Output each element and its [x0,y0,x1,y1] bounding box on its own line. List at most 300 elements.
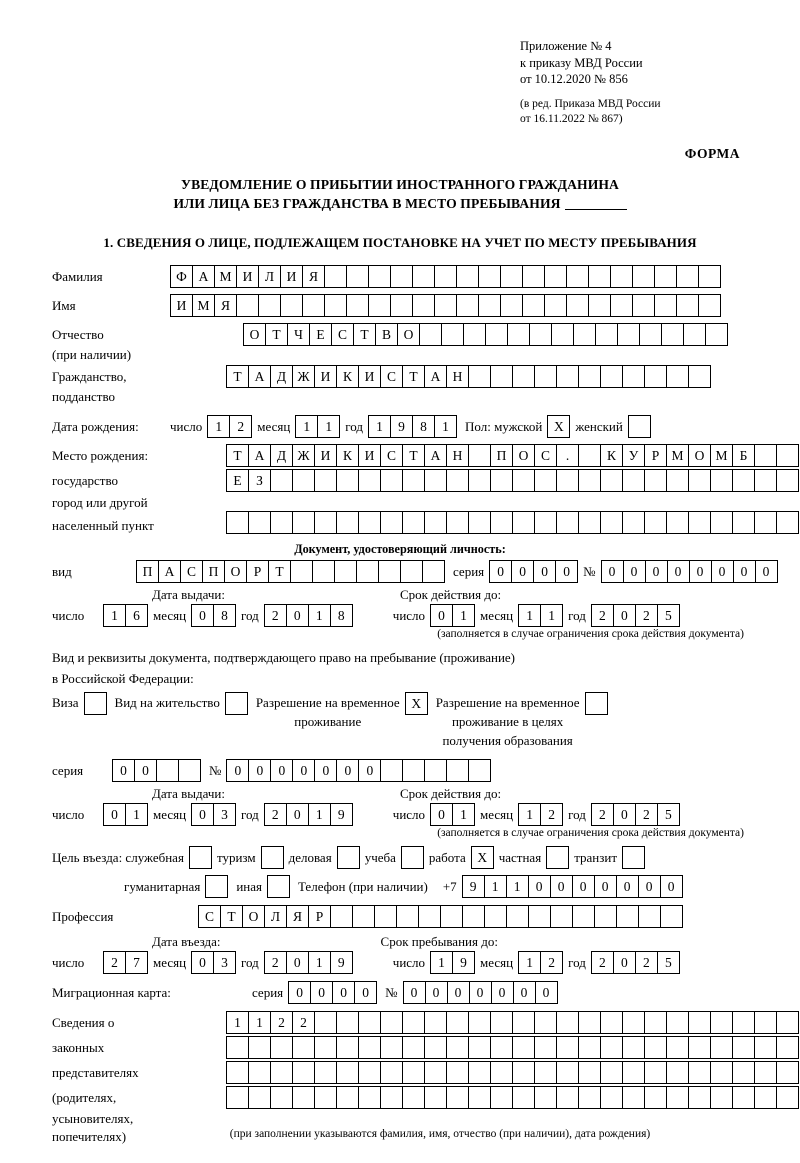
char-cell[interactable]: 0 [638,875,661,898]
char-cell[interactable]: Д [270,444,293,467]
char-cell[interactable]: 0 [469,981,492,1004]
char-cell[interactable]: 1 [207,415,230,438]
char-cell[interactable]: О [224,560,247,583]
char-cell[interactable]: 0 [403,981,426,1004]
char-cell[interactable] [424,1086,447,1109]
char-cell[interactable] [424,1061,447,1084]
migration-series-input[interactable] [288,981,377,1004]
char-cell[interactable] [330,905,353,928]
char-cell[interactable]: П [490,444,513,467]
char-cell[interactable]: 0 [332,981,355,1004]
char-cell[interactable] [556,469,579,492]
char-cell[interactable] [556,1011,579,1034]
char-cell[interactable] [412,265,435,288]
char-cell[interactable]: З [248,469,271,492]
char-cell[interactable] [270,511,293,534]
char-cell[interactable] [374,905,397,928]
char-cell[interactable] [578,1036,601,1059]
char-cell[interactable] [644,1061,667,1084]
char-cell[interactable] [490,365,513,388]
char-cell[interactable] [336,1036,359,1059]
char-cell[interactable]: 8 [412,415,435,438]
surname-input[interactable] [170,265,721,288]
char-cell[interactable] [402,1086,425,1109]
char-cell[interactable]: 2 [270,1011,293,1034]
char-cell[interactable]: И [358,444,381,467]
char-cell[interactable] [456,265,479,288]
char-cell[interactable] [512,1086,535,1109]
char-cell[interactable] [754,1061,777,1084]
char-cell[interactable]: Т [226,365,249,388]
char-cell[interactable] [490,511,513,534]
entry-day-input[interactable] [103,951,148,974]
char-cell[interactable] [401,846,424,869]
char-cell[interactable] [500,265,523,288]
char-cell[interactable] [628,415,651,438]
name-input[interactable] [170,294,721,317]
char-cell[interactable]: Ф [170,265,193,288]
phone-input[interactable] [462,875,683,898]
char-cell[interactable] [225,692,248,715]
char-cell[interactable]: Н [446,444,469,467]
char-cell[interactable] [248,511,271,534]
char-cell[interactable]: 0 [430,803,453,826]
char-cell[interactable] [660,905,683,928]
char-cell[interactable] [446,1036,469,1059]
birthplace-input-2[interactable] [226,469,799,492]
char-cell[interactable]: 0 [623,560,646,583]
char-cell[interactable] [446,511,469,534]
char-cell[interactable] [622,1036,645,1059]
char-cell[interactable]: Р [246,560,269,583]
char-cell[interactable]: 2 [591,604,614,627]
birth-day-input[interactable] [207,415,252,438]
char-cell[interactable]: 0 [616,875,639,898]
char-cell[interactable] [512,511,535,534]
char-cell[interactable] [378,560,401,583]
char-cell[interactable] [632,265,655,288]
char-cell[interactable]: 0 [248,759,271,782]
char-cell[interactable] [544,265,567,288]
char-cell[interactable]: 9 [462,875,485,898]
char-cell[interactable] [622,469,645,492]
char-cell[interactable] [424,469,447,492]
char-cell[interactable]: 0 [191,803,214,826]
permit-number-input[interactable] [226,759,491,782]
char-cell[interactable] [522,294,545,317]
char-cell[interactable] [617,323,640,346]
char-cell[interactable] [346,294,369,317]
char-cell[interactable]: О [243,323,266,346]
char-cell[interactable] [676,294,699,317]
purpose-humanitarian-checkbox[interactable] [205,875,228,898]
char-cell[interactable]: А [424,365,447,388]
char-cell[interactable] [490,1036,513,1059]
char-cell[interactable] [468,1011,491,1034]
edu-residence-checkbox[interactable] [585,692,608,715]
char-cell[interactable]: М [710,444,733,467]
purpose-business-checkbox[interactable] [337,846,360,869]
char-cell[interactable]: Т [265,323,288,346]
birthplace-input-3[interactable] [226,511,799,534]
char-cell[interactable]: Ж [292,444,315,467]
char-cell[interactable] [358,1036,381,1059]
char-cell[interactable] [468,469,491,492]
char-cell[interactable] [446,1011,469,1034]
char-cell[interactable] [732,1061,755,1084]
char-cell[interactable]: 2 [635,803,658,826]
char-cell[interactable] [446,1061,469,1084]
char-cell[interactable] [754,469,777,492]
char-cell[interactable]: 9 [330,951,353,974]
char-cell[interactable]: 0 [425,981,448,1004]
purpose-tourism-checkbox[interactable] [261,846,284,869]
char-cell[interactable] [578,1011,601,1034]
char-cell[interactable] [352,905,375,928]
entry-month-input[interactable] [191,951,236,974]
char-cell[interactable] [638,905,661,928]
char-cell[interactable]: Я [214,294,237,317]
char-cell[interactable] [248,1061,271,1084]
char-cell[interactable] [534,365,557,388]
char-cell[interactable] [189,846,212,869]
char-cell[interactable]: А [424,444,447,467]
char-cell[interactable]: К [600,444,623,467]
char-cell[interactable]: 0 [613,803,636,826]
char-cell[interactable]: К [336,444,359,467]
char-cell[interactable] [572,905,595,928]
char-cell[interactable] [705,323,728,346]
char-cell[interactable]: Х [547,415,570,438]
char-cell[interactable] [688,1086,711,1109]
char-cell[interactable]: 0 [613,604,636,627]
purpose-private-checkbox[interactable] [546,846,569,869]
char-cell[interactable] [688,511,711,534]
char-cell[interactable]: 2 [635,951,658,974]
char-cell[interactable] [468,759,491,782]
char-cell[interactable] [573,323,596,346]
char-cell[interactable]: 0 [555,560,578,583]
char-cell[interactable]: М [666,444,689,467]
stay-year-input[interactable] [591,951,680,974]
char-cell[interactable]: С [380,365,403,388]
char-cell[interactable] [402,1011,425,1034]
char-cell[interactable] [446,469,469,492]
char-cell[interactable] [358,511,381,534]
char-cell[interactable]: 1 [308,803,331,826]
char-cell[interactable] [776,1011,799,1034]
char-cell[interactable] [400,560,423,583]
char-cell[interactable] [622,1086,645,1109]
char-cell[interactable] [732,511,755,534]
purpose-transit-checkbox[interactable] [622,846,645,869]
char-cell[interactable] [710,1036,733,1059]
char-cell[interactable] [336,1011,359,1034]
char-cell[interactable] [418,905,441,928]
char-cell[interactable]: 9 [330,803,353,826]
char-cell[interactable] [534,469,557,492]
char-cell[interactable] [463,323,486,346]
char-cell[interactable] [644,365,667,388]
purpose-study-checkbox[interactable] [401,846,424,869]
char-cell[interactable]: 0 [533,560,556,583]
char-cell[interactable] [178,759,201,782]
char-cell[interactable]: 0 [511,560,534,583]
char-cell[interactable] [424,511,447,534]
char-cell[interactable] [258,294,281,317]
char-cell[interactable] [676,265,699,288]
char-cell[interactable] [644,1086,667,1109]
char-cell[interactable]: 3 [213,951,236,974]
char-cell[interactable] [550,905,573,928]
char-cell[interactable]: 1 [125,803,148,826]
char-cell[interactable]: И [170,294,193,317]
char-cell[interactable] [422,560,445,583]
char-cell[interactable] [639,323,662,346]
char-cell[interactable] [270,1036,293,1059]
char-cell[interactable]: 0 [572,875,595,898]
char-cell[interactable] [616,905,639,928]
char-cell[interactable] [622,511,645,534]
char-cell[interactable] [666,1036,689,1059]
char-cell[interactable]: 2 [264,951,287,974]
char-cell[interactable]: Т [402,365,425,388]
permit-valid-year-input[interactable] [591,803,680,826]
char-cell[interactable]: 2 [540,803,563,826]
char-cell[interactable] [292,469,315,492]
char-cell[interactable]: 1 [540,604,563,627]
char-cell[interactable] [380,1061,403,1084]
char-cell[interactable]: 2 [103,951,126,974]
char-cell[interactable] [595,323,618,346]
char-cell[interactable] [484,905,507,928]
char-cell[interactable] [402,511,425,534]
char-cell[interactable] [390,265,413,288]
char-cell[interactable] [551,323,574,346]
char-cell[interactable] [578,511,601,534]
char-cell[interactable] [270,1061,293,1084]
char-cell[interactable] [506,905,529,928]
char-cell[interactable] [490,1011,513,1034]
char-cell[interactable] [776,511,799,534]
char-cell[interactable] [600,469,623,492]
char-cell[interactable]: У [622,444,645,467]
temp-residence-checkbox[interactable] [405,692,428,715]
char-cell[interactable] [512,1036,535,1059]
char-cell[interactable]: 0 [660,875,683,898]
doc-issue-month-input[interactable] [191,604,236,627]
char-cell[interactable] [754,1011,777,1034]
char-cell[interactable] [334,560,357,583]
char-cell[interactable] [478,294,501,317]
char-cell[interactable]: 0 [314,759,337,782]
char-cell[interactable] [600,1011,623,1034]
char-cell[interactable] [500,294,523,317]
char-cell[interactable]: И [280,265,303,288]
char-cell[interactable]: С [380,444,403,467]
residence-permit-checkbox[interactable] [225,692,248,715]
char-cell[interactable] [226,1061,249,1084]
char-cell[interactable] [776,1061,799,1084]
char-cell[interactable] [270,1086,293,1109]
char-cell[interactable] [368,265,391,288]
doc-issue-day-input[interactable] [103,604,148,627]
char-cell[interactable] [468,511,491,534]
char-cell[interactable] [710,511,733,534]
char-cell[interactable] [754,511,777,534]
char-cell[interactable] [248,1036,271,1059]
birthplace-input-1[interactable] [226,444,799,467]
char-cell[interactable]: 0 [645,560,668,583]
char-cell[interactable]: 1 [295,415,318,438]
char-cell[interactable]: Т [402,444,425,467]
char-cell[interactable] [566,265,589,288]
char-cell[interactable]: 0 [594,875,617,898]
char-cell[interactable] [688,469,711,492]
char-cell[interactable] [380,759,403,782]
char-cell[interactable]: 0 [336,759,359,782]
char-cell[interactable] [292,1061,315,1084]
char-cell[interactable]: 1 [248,1011,271,1034]
char-cell[interactable]: Е [309,323,332,346]
char-cell[interactable] [236,294,259,317]
char-cell[interactable] [710,1011,733,1034]
birth-year-input[interactable] [368,415,457,438]
char-cell[interactable] [661,323,684,346]
char-cell[interactable] [666,1086,689,1109]
char-cell[interactable]: 0 [755,560,778,583]
doc-issue-year-input[interactable] [264,604,353,627]
char-cell[interactable] [644,511,667,534]
char-cell[interactable]: 1 [103,604,126,627]
char-cell[interactable] [462,905,485,928]
char-cell[interactable] [534,1011,557,1034]
char-cell[interactable] [380,1086,403,1109]
char-cell[interactable] [336,511,359,534]
char-cell[interactable]: 8 [213,604,236,627]
char-cell[interactable] [666,1061,689,1084]
char-cell[interactable]: 2 [635,604,658,627]
char-cell[interactable]: П [202,560,225,583]
char-cell[interactable]: 0 [134,759,157,782]
char-cell[interactable] [490,469,513,492]
char-cell[interactable] [261,846,284,869]
char-cell[interactable]: 0 [226,759,249,782]
char-cell[interactable] [380,1036,403,1059]
char-cell[interactable]: П [136,560,159,583]
char-cell[interactable] [588,294,611,317]
char-cell[interactable] [292,1086,315,1109]
char-cell[interactable]: 1 [518,604,541,627]
char-cell[interactable] [556,365,579,388]
char-cell[interactable] [698,265,721,288]
char-cell[interactable]: 0 [286,951,309,974]
char-cell[interactable] [683,323,706,346]
char-cell[interactable]: 0 [191,604,214,627]
doc-kind-input[interactable] [136,560,445,583]
legal-rep-input-2[interactable] [226,1036,799,1059]
char-cell[interactable] [732,1011,755,1034]
char-cell[interactable]: 0 [689,560,712,583]
char-cell[interactable]: А [192,265,215,288]
char-cell[interactable]: 1 [308,951,331,974]
permit-issue-month-input[interactable] [191,803,236,826]
char-cell[interactable]: 1 [518,803,541,826]
char-cell[interactable]: Е [226,469,249,492]
char-cell[interactable] [441,323,464,346]
char-cell[interactable] [585,692,608,715]
char-cell[interactable]: А [248,444,271,467]
char-cell[interactable] [314,1011,337,1034]
char-cell[interactable] [688,365,711,388]
char-cell[interactable] [424,1036,447,1059]
char-cell[interactable] [419,323,442,346]
char-cell[interactable]: 0 [601,560,624,583]
purpose-work-checkbox[interactable] [471,846,494,869]
char-cell[interactable] [578,469,601,492]
char-cell[interactable] [456,294,479,317]
char-cell[interactable] [302,294,325,317]
char-cell[interactable] [324,294,347,317]
char-cell[interactable]: Х [471,846,494,869]
char-cell[interactable] [610,294,633,317]
char-cell[interactable]: Я [286,905,309,928]
permit-valid-month-input[interactable] [518,803,563,826]
char-cell[interactable] [556,1086,579,1109]
char-cell[interactable] [468,1036,491,1059]
char-cell[interactable]: 0 [191,951,214,974]
char-cell[interactable] [314,469,337,492]
char-cell[interactable]: 0 [310,981,333,1004]
char-cell[interactable]: 5 [657,803,680,826]
char-cell[interactable]: 0 [112,759,135,782]
char-cell[interactable] [622,365,645,388]
char-cell[interactable] [556,1061,579,1084]
char-cell[interactable]: Т [226,444,249,467]
char-cell[interactable]: 1 [226,1011,249,1034]
char-cell[interactable] [732,469,755,492]
char-cell[interactable] [666,1011,689,1034]
patronymic-input[interactable] [243,323,728,346]
char-cell[interactable]: Р [308,905,331,928]
char-cell[interactable]: 0 [286,604,309,627]
char-cell[interactable]: Н [446,365,469,388]
char-cell[interactable] [512,469,535,492]
char-cell[interactable]: 0 [270,759,293,782]
char-cell[interactable]: 0 [513,981,536,1004]
char-cell[interactable] [754,1086,777,1109]
char-cell[interactable] [314,1036,337,1059]
char-cell[interactable] [336,469,359,492]
char-cell[interactable] [490,1061,513,1084]
char-cell[interactable]: 1 [434,415,457,438]
char-cell[interactable]: В [375,323,398,346]
char-cell[interactable] [622,1011,645,1034]
char-cell[interactable]: С [198,905,221,928]
permit-valid-day-input[interactable] [430,803,475,826]
char-cell[interactable] [226,511,249,534]
char-cell[interactable]: Д [270,365,293,388]
char-cell[interactable] [267,875,290,898]
char-cell[interactable]: О [397,323,420,346]
char-cell[interactable] [312,560,335,583]
char-cell[interactable]: 0 [491,981,514,1004]
char-cell[interactable]: 1 [368,415,391,438]
char-cell[interactable] [666,511,689,534]
char-cell[interactable] [490,1086,513,1109]
permit-series-input[interactable] [112,759,201,782]
char-cell[interactable]: 7 [125,951,148,974]
